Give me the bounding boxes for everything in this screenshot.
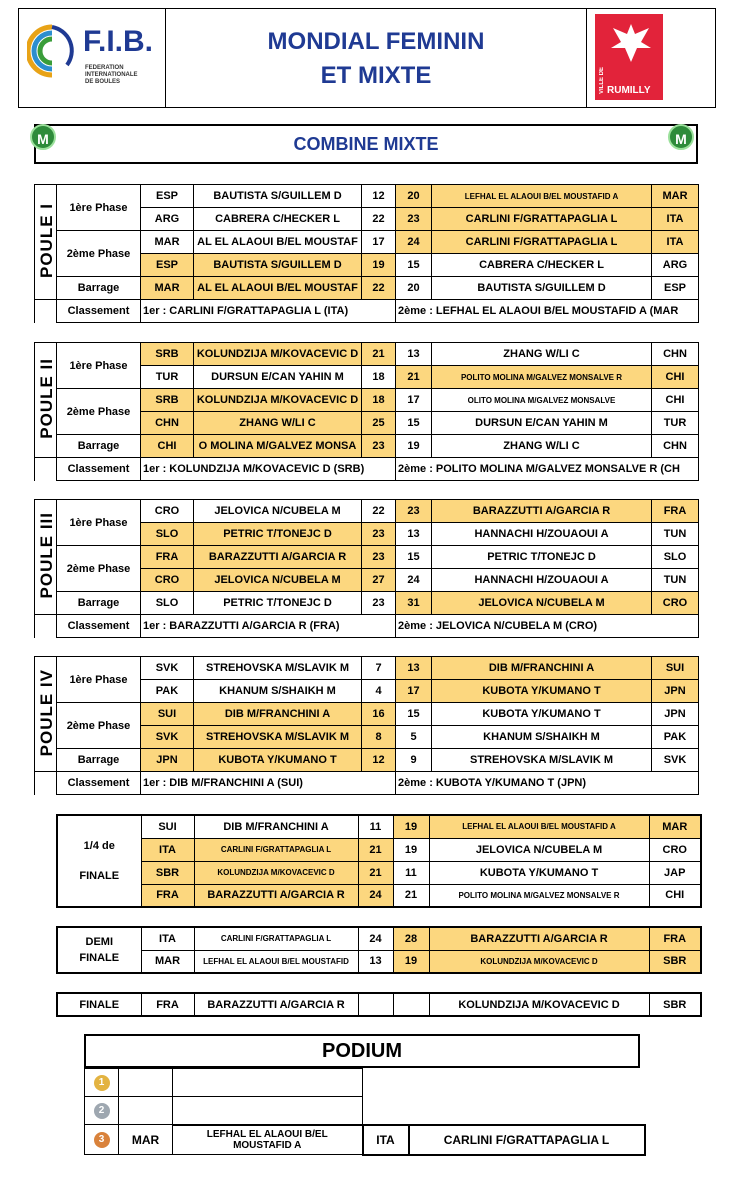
team-name: CARLINI F/GRATTAPAGLIA L — [432, 231, 652, 254]
team-code: SBR — [141, 861, 194, 884]
score: 19 — [393, 815, 429, 838]
team-code: CHI — [649, 884, 701, 907]
team-name: DIB M/FRANCHINI A — [432, 657, 652, 680]
phase-label: 2ème Phase — [57, 389, 141, 435]
team-name: LEFHAL EL ALAOUI B/EL MOUSTAFID — [194, 950, 358, 973]
match-row — [35, 546, 699, 569]
fib-sub-line: INTERNATIONALE — [85, 72, 138, 78]
team-name: HANNACHI H/ZOUAOUI A — [432, 523, 652, 546]
mixte-badge-right-icon: M — [668, 124, 694, 150]
team-name: KUBOTA Y/KUMANO T — [194, 749, 362, 772]
score: 15 — [396, 254, 432, 277]
team-code: FRA — [141, 546, 194, 569]
team-code: SLO — [141, 523, 194, 546]
fib-sub-line: FEDERATION — [85, 65, 124, 71]
score: 23 — [396, 500, 432, 523]
match-row — [35, 343, 699, 366]
score: 4 — [362, 680, 396, 703]
phase-label: 2ème Phase — [57, 546, 141, 592]
silver-medal-icon: 2 — [94, 1103, 110, 1119]
mixte-badge-left-icon: M — [30, 124, 56, 150]
rumilly-ville-text: VILLE DE — [599, 66, 605, 94]
team-name: BAUTISTA S/GUILLEM D — [194, 254, 362, 277]
match-row — [35, 435, 699, 458]
team-code: MAR — [652, 185, 699, 208]
team-code: SRB — [141, 389, 194, 412]
classement-second: 2ème : KUBOTA Y/KUMANO T (JPN) — [396, 772, 699, 795]
phase-label: Barrage — [57, 277, 141, 300]
semi-label — [57, 927, 141, 973]
score: 15 — [396, 412, 432, 435]
poule-table — [34, 342, 699, 481]
team-code: SUI — [652, 657, 699, 680]
quarter-final-table — [56, 814, 702, 908]
team-name: POLITO MOLINA M/GALVEZ MONSALVE R — [432, 366, 652, 389]
team-code: JAP — [649, 861, 701, 884]
team-code: SBR — [649, 950, 701, 973]
team-code: CHN — [652, 435, 699, 458]
team-code: MAR — [141, 950, 194, 973]
team-name: CARLINI F/GRATTAPAGLIA L — [194, 838, 358, 861]
team-code: SLO — [652, 546, 699, 569]
score: 22 — [362, 277, 396, 300]
label-line: FINALE — [79, 870, 120, 882]
score: 21 — [393, 884, 429, 907]
classement-row — [35, 458, 699, 481]
team-name: JELOVICA N/CUBELA M — [432, 592, 652, 615]
team-name: CABRERA C/HECKER L — [194, 208, 362, 231]
score: 21 — [396, 366, 432, 389]
team-code: CHN — [141, 412, 194, 435]
poule-label — [35, 500, 57, 615]
team-name: ZHANG W/LI C — [432, 343, 652, 366]
team-name: POLITO MOLINA M/GALVEZ MONSALVE R — [429, 884, 649, 907]
fib-logo-text: F.I.B. — [83, 25, 154, 58]
fib-subtitle — [85, 65, 138, 86]
podium-row-2 — [85, 1097, 645, 1125]
team-code: CRO — [141, 500, 194, 523]
team-code: CRO — [141, 569, 194, 592]
score: 21 — [358, 838, 393, 861]
match-row — [35, 500, 699, 523]
score: 22 — [362, 208, 396, 231]
match-row — [35, 231, 699, 254]
score: 17 — [396, 389, 432, 412]
team-name: CABRERA C/HECKER L — [432, 254, 652, 277]
score: 21 — [362, 343, 396, 366]
team-name: HANNACHI H/ZOUAOUI A — [432, 569, 652, 592]
classement-second: 2ème : JELOVICA N/CUBELA M (CRO) — [396, 615, 699, 638]
combine-banner — [34, 124, 698, 164]
poule-label-text: POULE III — [37, 512, 56, 599]
team-name: JELOVICA N/CUBELA M — [194, 500, 362, 523]
semi-row — [57, 950, 701, 973]
classement-row — [35, 300, 699, 323]
team-code: MAR — [119, 1125, 173, 1155]
semi-row — [57, 927, 701, 950]
poule-label-text: POULE I — [37, 202, 56, 278]
label-line: DEMI — [85, 936, 113, 948]
team-name: CARLINI F/GRATTAPAGLIA L — [432, 208, 652, 231]
team-name: KUBOTA Y/KUMANO T — [429, 861, 649, 884]
podium-row-3 — [85, 1125, 645, 1155]
score: 23 — [362, 435, 396, 458]
team-name: KHANUM S/SHAIKH M — [194, 680, 362, 703]
classement-first: 1er : DIB M/FRANCHINI A (SUI) — [141, 772, 396, 795]
team-code: ITA — [363, 1125, 409, 1155]
team-code: JPN — [652, 680, 699, 703]
team-code: ARG — [652, 254, 699, 277]
score: 21 — [358, 861, 393, 884]
team-code: SLO — [141, 592, 194, 615]
score: 13 — [396, 657, 432, 680]
team-name: PETRIC T/TONEJC D — [194, 523, 362, 546]
team-name: KOLUNDZIJA M/KOVACEVIC D — [194, 861, 358, 884]
team-name: AL EL ALAOUI B/EL MOUSTAF — [194, 277, 362, 300]
match-row — [35, 277, 699, 300]
document-title — [166, 9, 587, 107]
team-name: BAUTISTA S/GUILLEM D — [194, 185, 362, 208]
title-line-2: ET MIXTE — [320, 62, 432, 89]
poule-label — [35, 185, 57, 300]
classement-first: 1er : KOLUNDZIJA M/KOVACEVIC D (SRB) — [141, 458, 396, 481]
score: 19 — [396, 435, 432, 458]
score: 20 — [396, 185, 432, 208]
team-code: ESP — [652, 277, 699, 300]
team-name: DURSUN E/CAN YAHIN M — [432, 412, 652, 435]
score: 18 — [362, 389, 396, 412]
classement-label: Classement — [57, 300, 141, 323]
team-name: LEFHAL EL ALAOUI B/EL MOUSTAFID A — [429, 815, 649, 838]
match-row — [35, 657, 699, 680]
poule-label — [35, 657, 57, 772]
team-code: CHI — [652, 366, 699, 389]
team-name: DIB M/FRANCHINI A — [194, 815, 358, 838]
score: 11 — [358, 815, 393, 838]
team-code: SVK — [141, 657, 194, 680]
team-name: DURSUN E/CAN YAHIN M — [194, 366, 362, 389]
team-code: PAK — [652, 726, 699, 749]
classement-first: 1er : CARLINI F/GRATTAPAGLIA L (ITA) — [141, 300, 396, 323]
phase-label: 1ère Phase — [57, 500, 141, 546]
podium-table — [84, 1068, 646, 1156]
team-name: BARAZZUTTI A/GARCIA R — [432, 500, 652, 523]
fib-logo-cell — [19, 9, 166, 107]
team-name: KOLUNDZIJA M/KOVACEVIC D — [429, 993, 649, 1016]
final-table — [56, 992, 702, 1017]
team-name: LEFHAL EL ALAOUI B/EL MOUSTAFID A — [432, 185, 652, 208]
poule-table — [34, 499, 699, 638]
classement-label: Classement — [57, 458, 141, 481]
score: 8 — [362, 726, 396, 749]
team-code: ITA — [141, 838, 194, 861]
team-name: JELOVICA N/CUBELA M — [194, 569, 362, 592]
team-code: CRO — [649, 838, 701, 861]
quarter-row — [57, 838, 701, 861]
score: 9 — [396, 749, 432, 772]
eagle-icon — [609, 20, 653, 64]
team-code: JPN — [141, 749, 194, 772]
score: 12 — [362, 749, 396, 772]
team-name: CARLINI F/GRATTAPAGLIA L — [409, 1125, 645, 1155]
gold-medal-icon: 1 — [94, 1075, 110, 1091]
team-name: KUBOTA Y/KUMANO T — [432, 680, 652, 703]
banner-title: COMBINE MIXTE — [293, 134, 439, 154]
match-row — [35, 592, 699, 615]
phase-label: 1ère Phase — [57, 185, 141, 231]
team-name: STREHOVSKA M/SLAVIK M — [432, 749, 652, 772]
team-code: SUI — [141, 703, 194, 726]
score: 23 — [396, 208, 432, 231]
score: 17 — [362, 231, 396, 254]
score: 12 — [362, 185, 396, 208]
score: 24 — [396, 569, 432, 592]
team-code: JPN — [652, 703, 699, 726]
team-name: BARAZZUTTI A/GARCIA R — [194, 993, 358, 1016]
score — [358, 993, 393, 1016]
match-row — [35, 185, 699, 208]
classement-second: 2ème : POLITO MOLINA M/GALVEZ MONSALVE R (CH — [396, 458, 699, 481]
team-name: STREHOVSKA M/SLAVIK M — [194, 726, 362, 749]
team-code: MAR — [141, 277, 194, 300]
team-name: BARAZZUTTI A/GARCIA R — [429, 927, 649, 950]
team-name-line: MOUSTAFID A — [233, 1139, 302, 1151]
team-name: JELOVICA N/CUBELA M — [429, 838, 649, 861]
team-code: SBR — [649, 993, 701, 1016]
score: 15 — [396, 546, 432, 569]
score: 24 — [358, 927, 393, 950]
score — [393, 993, 429, 1016]
team-name: CARLINI F/GRATTAPAGLIA L — [194, 927, 358, 950]
team-code: SVK — [652, 749, 699, 772]
team-code: CHI — [652, 389, 699, 412]
score: 22 — [362, 500, 396, 523]
score: 23 — [362, 523, 396, 546]
team-name: ZHANG W/LI C — [432, 435, 652, 458]
team-name-line: LEFHAL EL ALAOUI B/EL — [206, 1128, 328, 1140]
rumilly-logo — [595, 14, 663, 100]
team-name — [173, 1125, 363, 1155]
score: 19 — [393, 838, 429, 861]
match-row — [35, 389, 699, 412]
score: 24 — [358, 884, 393, 907]
score: 19 — [393, 950, 429, 973]
team-name: BAUTISTA S/GUILLEM D — [432, 277, 652, 300]
score: 19 — [362, 254, 396, 277]
poule-label-text: POULE II — [37, 358, 56, 439]
team-code: ESP — [141, 254, 194, 277]
quarter-label — [57, 815, 141, 907]
team-name: KUBOTA Y/KUMANO T — [432, 703, 652, 726]
team-code: TUN — [652, 569, 699, 592]
match-row — [35, 703, 699, 726]
final-row — [57, 993, 701, 1016]
phase-label: 1ère Phase — [57, 657, 141, 703]
score: 23 — [362, 546, 396, 569]
fib-logo-icon — [27, 23, 77, 79]
team-name: PETRIC T/TONEJC D — [432, 546, 652, 569]
team-name: AL EL ALAOUI B/EL MOUSTAF — [194, 231, 362, 254]
poule-table — [34, 656, 699, 795]
score: 25 — [362, 412, 396, 435]
score: 20 — [396, 277, 432, 300]
quarter-row — [57, 815, 701, 838]
team-name: BARAZZUTTI A/GARCIA R — [194, 546, 362, 569]
team-code: ESP — [141, 185, 194, 208]
phase-label: 2ème Phase — [57, 231, 141, 277]
title-line-1: MONDIAL FEMININ — [267, 28, 485, 55]
phase-label: Barrage — [57, 749, 141, 772]
podium-row-1 — [85, 1069, 645, 1097]
classement-row — [35, 615, 699, 638]
team-name: OLITO MOLINA M/GALVEZ MONSALVE — [432, 389, 652, 412]
score: 31 — [396, 592, 432, 615]
team-name: KOLUNDZIJA M/KOVACEVIC D — [429, 950, 649, 973]
score: 11 — [393, 861, 429, 884]
score: 18 — [362, 366, 396, 389]
team-name: KHANUM S/SHAIKH M — [432, 726, 652, 749]
score: 27 — [362, 569, 396, 592]
team-name: KOLUNDZIJA M/KOVACEVIC D — [194, 389, 362, 412]
poule-label — [35, 343, 57, 458]
score: 7 — [362, 657, 396, 680]
team-name: DIB M/FRANCHINI A — [194, 703, 362, 726]
classement-row — [35, 772, 699, 795]
team-code: ITA — [652, 208, 699, 231]
classement-label: Classement — [57, 772, 141, 795]
team-name: ZHANG W/LI C — [194, 412, 362, 435]
team-code: FRA — [141, 993, 194, 1016]
team-code: ITA — [652, 231, 699, 254]
match-row — [35, 749, 699, 772]
phase-label: 1ère Phase — [57, 343, 141, 389]
score: 13 — [396, 523, 432, 546]
team-code: FRA — [652, 500, 699, 523]
team-name: BARAZZUTTI A/GARCIA R — [194, 884, 358, 907]
team-code: TUR — [141, 366, 194, 389]
score: 16 — [362, 703, 396, 726]
team-code: ARG — [141, 208, 194, 231]
phase-label: Barrage — [57, 435, 141, 458]
score: 13 — [396, 343, 432, 366]
classement-second: 2ème : LEFHAL EL ALAOUI B/EL MOUSTAFID A (MAR — [396, 300, 699, 323]
team-code: TUN — [652, 523, 699, 546]
team-code: ITA — [141, 927, 194, 950]
classement-label: Classement — [57, 615, 141, 638]
poule-label-text: POULE IV — [37, 668, 56, 757]
team-name: STREHOVSKA M/SLAVIK M — [194, 657, 362, 680]
label-line: 1/4 de — [83, 840, 115, 852]
team-code: SUI — [141, 815, 194, 838]
quarter-row — [57, 861, 701, 884]
semi-final-table — [56, 926, 702, 974]
team-code: PAK — [141, 680, 194, 703]
classement-first: 1er : BARAZZUTTI A/GARCIA R (FRA) — [141, 615, 396, 638]
team-code: SRB — [141, 343, 194, 366]
team-code: CHN — [652, 343, 699, 366]
quarter-row — [57, 884, 701, 907]
phase-label: 2ème Phase — [57, 703, 141, 749]
team-name: KOLUNDZIJA M/KOVACEVIC D — [194, 343, 362, 366]
team-code: CHI — [141, 435, 194, 458]
score: 13 — [358, 950, 393, 973]
label-line: FINALE — [79, 952, 120, 964]
bronze-medal-icon: 3 — [94, 1132, 110, 1148]
score: 28 — [393, 927, 429, 950]
poule-table — [34, 184, 699, 323]
team-code: FRA — [649, 927, 701, 950]
team-code: FRA — [141, 884, 194, 907]
rumilly-name-text: RUMILLY — [607, 85, 651, 96]
score: 5 — [396, 726, 432, 749]
team-name: O MOLINA M/GALVEZ MONSA — [194, 435, 362, 458]
team-code: TUR — [652, 412, 699, 435]
team-name: PETRIC T/TONEJC D — [194, 592, 362, 615]
team-code: CRO — [652, 592, 699, 615]
final-label: FINALE — [57, 993, 141, 1016]
team-code: MAR — [141, 231, 194, 254]
team-code: MAR — [649, 815, 701, 838]
score: 23 — [362, 592, 396, 615]
team-code: SVK — [141, 726, 194, 749]
phase-label: Barrage — [57, 592, 141, 615]
score: 17 — [396, 680, 432, 703]
podium-title: PODIUM — [84, 1034, 640, 1068]
score: 24 — [396, 231, 432, 254]
fib-sub-line: DE BOULES — [85, 79, 121, 85]
score: 15 — [396, 703, 432, 726]
